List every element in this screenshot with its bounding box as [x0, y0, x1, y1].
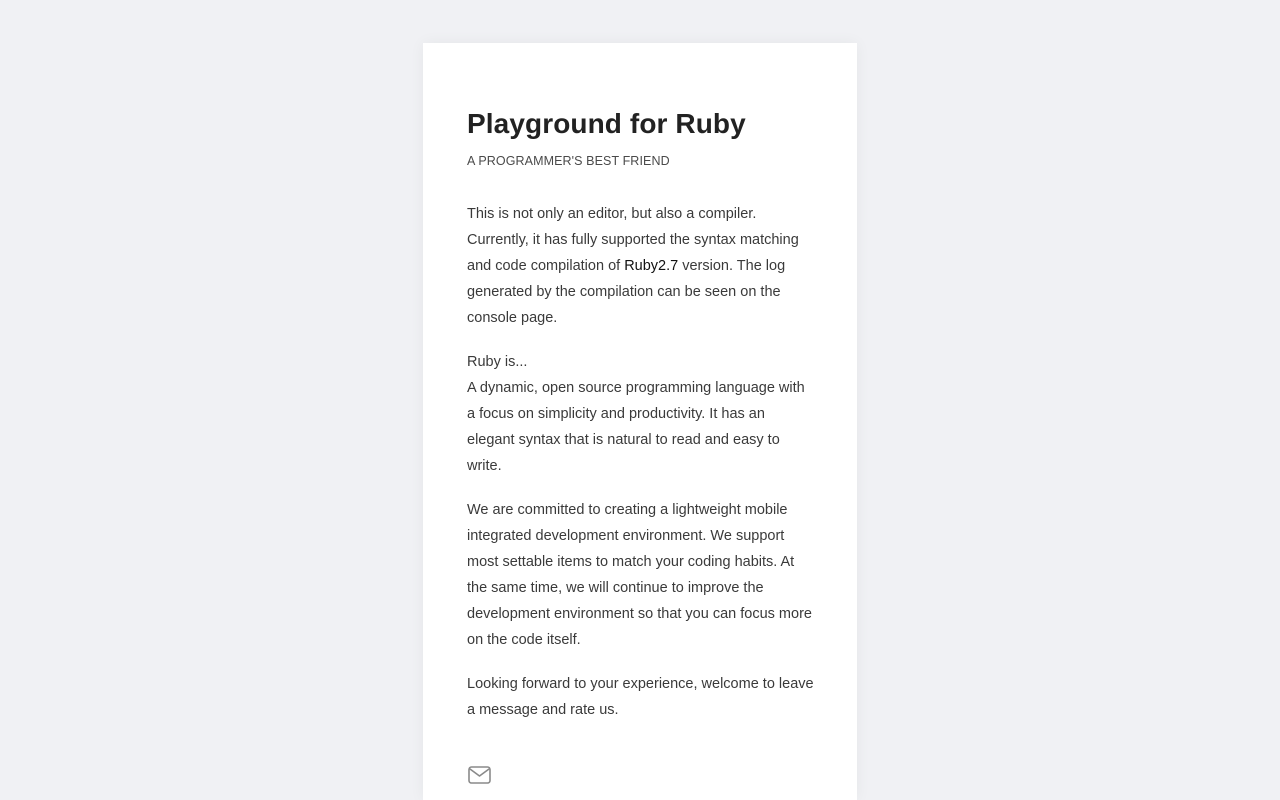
ruby-description: A dynamic, open source programming language with a focus on simplicity and productivity. It has an elegant syntax that is natural to read and easy to write. — [467, 380, 805, 474]
about-text — [467, 201, 815, 741]
intro-paragraph — [467, 201, 815, 331]
commitment-paragraph: We are committed to creating a lightweight mobile integrated development environment. We support most settable items to match your coding habits. At the same time, we will continue to improve the development environment so that you can focus more on the code itself. — [467, 502, 812, 648]
page-title: Playground for Ruby — [467, 108, 746, 139]
intro-text-end: version. The log generated by the compilation can be seen on the console page. — [467, 258, 786, 326]
about-card — [423, 43, 857, 800]
intro-text-start: This is not only an editor, but also a compiler. Currently, it has fully supported the syntax matching and code compilation of — [467, 206, 799, 274]
page-subtitle: A PROGRAMMER'S BEST FRIEND — [467, 154, 670, 168]
mail-icon[interactable] — [467, 763, 493, 787]
mail-icon-graphic — [467, 763, 493, 787]
ruby-paragraph — [467, 349, 815, 479]
ruby-is-heading: Ruby is... — [467, 354, 528, 370]
closing-paragraph: Looking forward to your experience, welcome to leave a message and rate us. — [467, 676, 814, 718]
ruby-version: Ruby2.7 — [624, 258, 679, 274]
